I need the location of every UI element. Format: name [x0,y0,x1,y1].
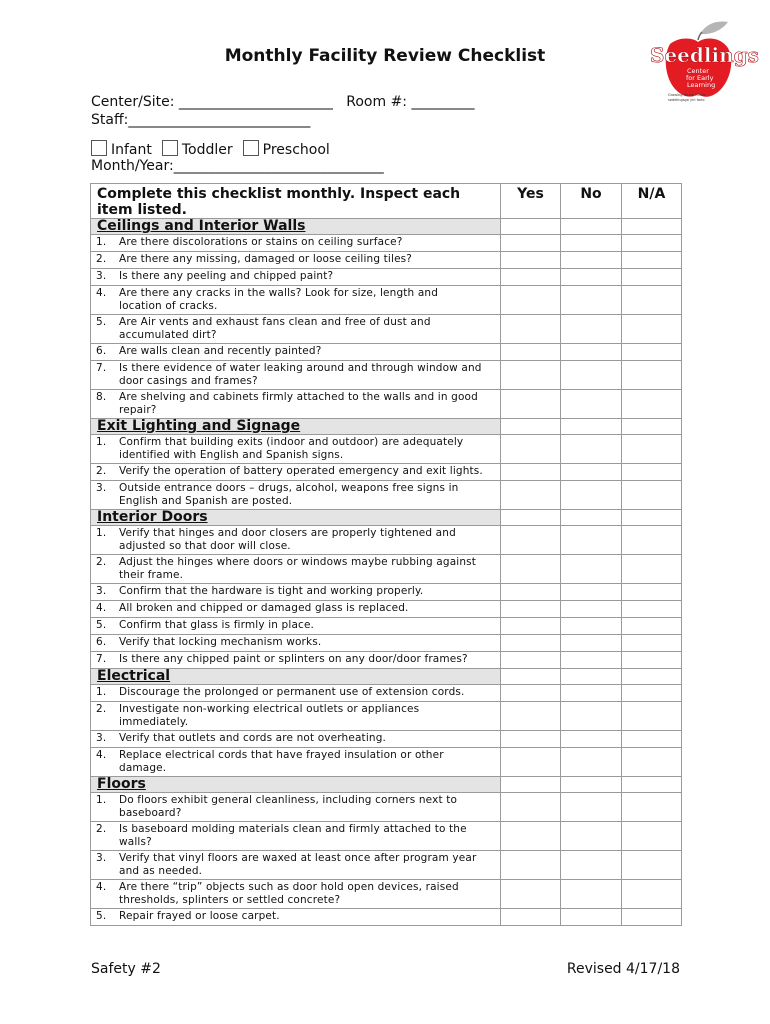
answer-cell-no[interactable] [561,390,622,419]
checklist-item-row [91,685,682,702]
item-question-cell [91,635,501,652]
section-blank-cell [561,777,622,793]
section-title: Ceilings and Interior Walls [97,218,306,234]
item-question-cell [91,481,501,510]
answer-cell-no[interactable] [561,793,622,822]
answer-cell-yes[interactable] [501,269,561,286]
checklist-item-row [91,880,682,909]
checklist-item-row [91,464,682,481]
answer-cell-yes[interactable] [501,748,561,777]
checkbox-label: Toddler [181,142,233,158]
item-number: 4. [96,602,107,614]
item-text: Are shelving and cabinets firmly attached to the walls and in good repair? [119,391,478,416]
item-number: 4. [96,881,107,893]
section-blank-cell [501,777,561,793]
item-question-cell [91,286,501,315]
answer-cell-no[interactable] [561,526,622,555]
logo-tagline1: Growing Young Minds [668,93,706,97]
answer-cell-na[interactable] [622,601,682,618]
checkbox-box[interactable] [243,140,259,156]
answer-cell-no[interactable] [561,685,622,702]
item-text: Verify that vinyl floors are waxed at least once after program year and as needed. [119,852,477,877]
item-number: 2. [96,253,107,265]
item-question-cell [91,235,501,252]
answer-cell-yes[interactable] [501,252,561,269]
answer-cell-na[interactable] [622,880,682,909]
logo-sub3: Learning [687,81,716,89]
section-header-row [91,669,682,685]
item-text: Are there any missing, damaged or loose ceiling tiles? [119,253,413,265]
item-text: Investigate non-working electrical outlets or appliances immediately. [119,703,420,728]
checklist-item-row [91,344,682,361]
instruction-cell: Complete this checklist monthly. Inspect each item listed. [91,184,501,219]
item-number: 5. [96,910,107,922]
answer-cell-no[interactable] [561,435,622,464]
checkbox-label: Infant [111,142,152,158]
checklist-item-row [91,731,682,748]
item-number: 1. [96,236,107,248]
item-text: Is baseboard molding materials clean and firmly attached to the walls? [119,823,467,848]
item-text: Verify that locking mechanism works. [119,636,322,648]
item-text: Are walls clean and recently painted? [119,345,322,357]
answer-cell-na[interactable] [622,909,682,926]
answer-cell-yes[interactable] [501,601,561,618]
column-header-no: No [561,184,622,219]
footer-form-id: Safety #2 [91,961,161,977]
item-question-cell [91,618,501,635]
item-question-cell [91,269,501,286]
section-title-cell [91,419,501,435]
item-number: 5. [96,316,107,328]
section-title-cell [91,777,501,793]
section-header-row [91,777,682,793]
checklist-item-row [91,235,682,252]
answer-cell-yes[interactable] [501,315,561,344]
checklist-item-row [91,526,682,555]
item-question-cell [91,526,501,555]
section-title: Exit Lighting and Signage [97,418,301,434]
item-text: All broken and chipped or damaged glass is replaced. [119,602,409,614]
answer-cell-no[interactable] [561,909,622,926]
section-title: Floors [97,776,146,792]
item-question-cell [91,344,501,361]
item-number: 2. [96,823,107,835]
answer-cell-na[interactable] [622,252,682,269]
checklist-item-row [91,435,682,464]
stem-shape [698,32,702,40]
answer-cell-no[interactable] [561,464,622,481]
checklist-item-row [91,315,682,344]
checklist-item-row [91,555,682,584]
answer-cell-no[interactable] [561,618,622,635]
item-question-cell [91,822,501,851]
answer-cell-no[interactable] [561,344,622,361]
item-text: Are there any cracks in the walls? Look for size, length and location of cracks. [119,287,439,312]
item-number: 2. [96,556,107,568]
item-question-cell [91,793,501,822]
item-text: Are there “trip” objects such as door hold open devices, raised thresholds, splinters or settled concrete? [119,881,459,906]
answer-cell-na[interactable] [622,731,682,748]
item-question-cell [91,555,501,584]
answer-cell-yes[interactable] [501,390,561,419]
checkbox-infant[interactable] [91,140,152,158]
checklist-item-row [91,361,682,390]
item-text: Are there discolorations or stains on ceiling surface? [119,236,403,248]
section-blank-cell [561,219,622,235]
answer-cell-yes[interactable] [501,235,561,252]
age-group-checkboxes [91,140,340,158]
answer-cell-no[interactable] [561,601,622,618]
answer-cell-yes[interactable] [501,685,561,702]
checkbox-box[interactable] [91,140,107,156]
answer-cell-yes[interactable] [501,344,561,361]
answer-cell-no[interactable] [561,361,622,390]
section-blank-cell [622,777,682,793]
answer-cell-na[interactable] [622,464,682,481]
month-year-field[interactable]: Month/Year:______________________________ [91,158,384,174]
answer-cell-no[interactable] [561,635,622,652]
answer-cell-yes[interactable] [501,652,561,669]
checklist-item-row [91,652,682,669]
section-blank-cell [622,510,682,526]
answer-cell-no[interactable] [561,731,622,748]
section-header-row [91,219,682,235]
item-text: Verify the operation of battery operated emergency and exit lights. [119,465,483,477]
answer-cell-yes[interactable] [501,555,561,584]
item-number: 1. [96,527,107,539]
item-number: 3. [96,852,107,864]
section-blank-cell [501,669,561,685]
answer-cell-yes[interactable] [501,880,561,909]
item-number: 6. [96,345,107,357]
item-number: 6. [96,636,107,648]
answer-cell-na[interactable] [622,235,682,252]
section-header-row [91,510,682,526]
item-text: Discourage the prolonged or permanent use of extension cords. [119,686,465,698]
answer-cell-no[interactable] [561,748,622,777]
checklist-item-row [91,390,682,419]
section-title-cell [91,219,501,235]
item-number: 3. [96,482,107,494]
answer-cell-no[interactable] [561,269,622,286]
section-blank-cell [622,419,682,435]
item-text: Confirm that building exits (indoor and outdoor) are adequately identified with English and Spanish signs. [119,436,464,461]
item-question-cell [91,315,501,344]
checklist-item-row [91,252,682,269]
answer-cell-yes[interactable] [501,822,561,851]
item-question-cell [91,685,501,702]
item-number: 4. [96,749,107,761]
item-number: 4. [96,287,107,299]
answer-cell-no[interactable] [561,235,622,252]
logo-sub2: for Early [686,74,714,82]
answer-cell-na[interactable] [622,618,682,635]
logo-tagline2: sedelingsgo ylrl forlo [668,98,705,102]
answer-cell-no[interactable] [561,822,622,851]
item-number: 7. [96,362,107,374]
answer-cell-na[interactable] [622,286,682,315]
center-site-field[interactable]: Center/Site: ______________________ [91,94,333,110]
checklist-body [91,184,682,926]
item-question-cell [91,584,501,601]
center-room-line [91,94,474,110]
item-question-cell [91,731,501,748]
seedlings-logo [640,20,759,102]
answer-cell-yes[interactable] [501,793,561,822]
answer-cell-na[interactable] [622,315,682,344]
answer-cell-no[interactable] [561,652,622,669]
answer-cell-na[interactable] [622,361,682,390]
item-text: Adjust the hinges where doors or windows maybe rubbing against their frame. [119,556,477,581]
answer-cell-na[interactable] [622,555,682,584]
answer-cell-no[interactable] [561,584,622,601]
answer-cell-na[interactable] [622,685,682,702]
answer-cell-na[interactable] [622,635,682,652]
answer-cell-yes[interactable] [501,909,561,926]
answer-cell-yes[interactable] [501,361,561,390]
item-text: Confirm that glass is firmly in place. [119,619,315,631]
item-number: 2. [96,465,107,477]
answer-cell-no[interactable] [561,555,622,584]
answer-cell-na[interactable] [622,390,682,419]
checklist-item-row [91,635,682,652]
section-title-cell [91,669,501,685]
section-blank-cell [622,669,682,685]
item-number: 5. [96,619,107,631]
answer-cell-na[interactable] [622,526,682,555]
answer-cell-na[interactable] [622,435,682,464]
checklist-item-row [91,909,682,926]
answer-cell-na[interactable] [622,793,682,822]
item-text: Is there evidence of water leaking around and through window and door casings and frames? [119,362,482,387]
answer-cell-yes[interactable] [501,851,561,880]
item-question-cell [91,435,501,464]
checklist-item-row [91,269,682,286]
item-question-cell [91,252,501,269]
staff-field[interactable]: Staff:__________________________ [91,112,311,128]
item-text: Repair frayed or loose carpet. [119,910,280,922]
item-text: Do floors exhibit general cleanliness, including corners next to baseboard? [119,794,458,819]
item-number: 2. [96,703,107,715]
item-question-cell [91,909,501,926]
answer-cell-yes[interactable] [501,435,561,464]
item-question-cell [91,748,501,777]
logo-main-text: Seedlings [650,43,759,67]
answer-cell-yes[interactable] [501,702,561,731]
item-number: 1. [96,436,107,448]
answer-cell-na[interactable] [622,822,682,851]
item-question-cell [91,361,501,390]
checklist-item-row [91,822,682,851]
section-blank-cell [501,219,561,235]
answer-cell-na[interactable] [622,702,682,731]
item-text: Is there any chipped paint or splinters on any door/door frames? [119,653,468,665]
item-text: Replace electrical cords that have frayed insulation or other damage. [119,749,444,774]
checkbox-toddler[interactable] [162,140,233,158]
answer-cell-na[interactable] [622,269,682,286]
answer-cell-yes[interactable] [501,526,561,555]
table-header-row [91,184,682,219]
footer-revised-date: Revised 4/17/18 [566,961,680,977]
answer-cell-no[interactable] [561,252,622,269]
answer-cell-no[interactable] [561,481,622,510]
answer-cell-na[interactable] [622,851,682,880]
column-header-yes: Yes [501,184,561,219]
checkbox-preschool[interactable] [243,140,330,158]
answer-cell-yes[interactable] [501,584,561,601]
item-question-cell [91,851,501,880]
checklist-item-row [91,851,682,880]
page-title: Monthly Facility Review Checklist [224,46,546,66]
section-blank-cell [501,419,561,435]
item-text: Are Air vents and exhaust fans clean and free of dust and accumulated dirt? [119,316,431,341]
checklist-item-row [91,601,682,618]
answer-cell-no[interactable] [561,851,622,880]
answer-cell-no[interactable] [561,315,622,344]
item-number: 8. [96,391,107,403]
checklist-item-row [91,584,682,601]
answer-cell-no[interactable] [561,286,622,315]
checklist-item-row [91,618,682,635]
item-text: Outside entrance doors – drugs, alcohol, weapons free signs in English and Spanish are posted. [119,482,459,507]
section-title-cell [91,510,501,526]
checklist-item-row [91,286,682,315]
item-question-cell [91,702,501,731]
item-number: 7. [96,653,107,665]
section-blank-cell [622,219,682,235]
answer-cell-yes[interactable] [501,731,561,748]
item-number: 3. [96,270,107,282]
answer-cell-yes[interactable] [501,618,561,635]
checklist-item-row [91,748,682,777]
answer-cell-yes[interactable] [501,286,561,315]
section-blank-cell [561,510,622,526]
room-field[interactable]: Room #: _________ [346,94,475,110]
leaf-shape [700,22,728,35]
item-text: Verify that outlets and cords are not overheating. [119,732,387,744]
checklist-item-row [91,702,682,731]
section-blank-cell [561,419,622,435]
checklist-table [90,183,682,926]
answer-cell-na[interactable] [622,344,682,361]
item-number: 1. [96,794,107,806]
item-text: Confirm that the hardware is tight and working properly. [119,585,424,597]
item-number: 3. [96,585,107,597]
answer-cell-yes[interactable] [501,635,561,652]
item-question-cell [91,390,501,419]
checklist-item-row [91,481,682,510]
answer-cell-no[interactable] [561,880,622,909]
item-text: Verify that hinges and door closers are properly tightened and adjusted so that door will close. [119,527,456,552]
item-number: 3. [96,732,107,744]
answer-cell-na[interactable] [622,652,682,669]
item-question-cell [91,601,501,618]
section-title: Electrical [97,668,171,684]
section-title: Interior Doors [97,509,208,525]
item-question-cell [91,880,501,909]
answer-cell-no[interactable] [561,702,622,731]
checkbox-box[interactable] [162,140,178,156]
checklist-item-row [91,793,682,822]
answer-cell-yes[interactable] [501,481,561,510]
section-header-row [91,419,682,435]
answer-cell-na[interactable] [622,748,682,777]
item-question-cell [91,652,501,669]
answer-cell-na[interactable] [622,481,682,510]
column-header-na: N/A [622,184,682,219]
section-blank-cell [561,669,622,685]
logo-sub1: Center [687,67,709,75]
answer-cell-yes[interactable] [501,464,561,481]
item-question-cell [91,464,501,481]
answer-cell-na[interactable] [622,584,682,601]
item-number: 1. [96,686,107,698]
item-text: Is there any peeling and chipped paint? [119,270,334,282]
checkbox-label: Preschool [262,142,330,158]
section-blank-cell [501,510,561,526]
